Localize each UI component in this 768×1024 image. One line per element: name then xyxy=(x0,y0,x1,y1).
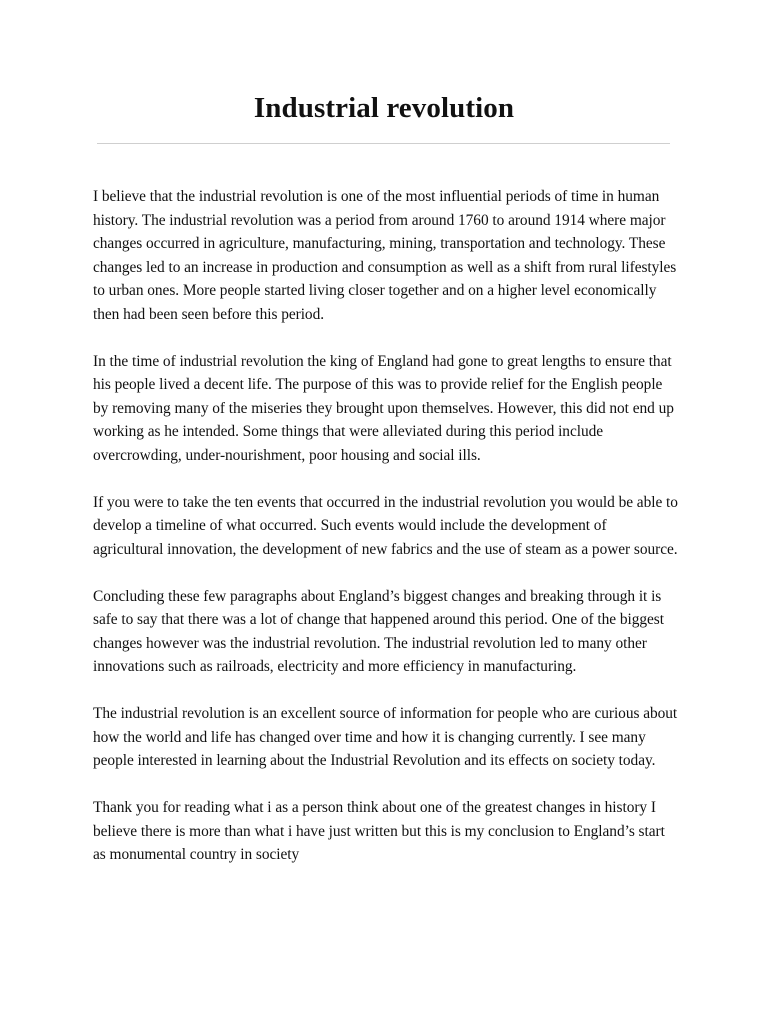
paragraph-5: The industrial revolution is an excellent source of information for people who are curious about how the world and life has changed over time and how it is changing currently. I see many people interested in learning about the Industrial Revolution and its effects on society today. xyxy=(93,705,678,769)
page-title: Industrial revolution xyxy=(253,92,515,124)
paragraph-4: Concluding these few paragraphs about England’s biggest changes and breaking through it is safe to say that there was a lot of change that happened around this period. One of the biggest changes however was the industrial revolution. The industrial revolution led to many other innovations such as railroads, electricity and more efficiency in manufacturing. xyxy=(93,587,664,675)
paragraph-3: If you were to take the ten events that occurred in the industrial revolution you would be able to develop a timeline of what occurred. Such events would include the development of agricultural innovation, the development of new fabrics and the use of steam as a power source. xyxy=(93,493,678,558)
paragraph-6: Thank you for reading what i as a person think about one of the greatest changes in history I believe there is more than what i have just written but this is my conclusion to England’s start as monumental country in society xyxy=(93,799,665,863)
paragraph-1: I believe that the industrial revolution is one of the most influential periods of time in human history. The industrial revolution was a period from around 1760 to around 1914 where major changes occurred in agriculture, manufacturing, mining, transportation and technology. These changes led to an increase in production and consumption as well as a shift from rural lifestyles to urban ones. More people started living closer together and on a higher level economically then had been seen before this period. xyxy=(93,188,677,323)
title-divider xyxy=(97,143,670,144)
document-body xyxy=(93,185,678,890)
paragraph-2: In the time of industrial revolution the king of England had gone to great lengths to ensure that his people lived a decent life. The purpose of this was to provide relief for the English people by removing many of the miseries they brought upon themselves. However, this did not end up working as he intended. Some things that were alleviated during this period include overcrowding, under-nourishment, poor housing and social ills. xyxy=(93,352,674,464)
